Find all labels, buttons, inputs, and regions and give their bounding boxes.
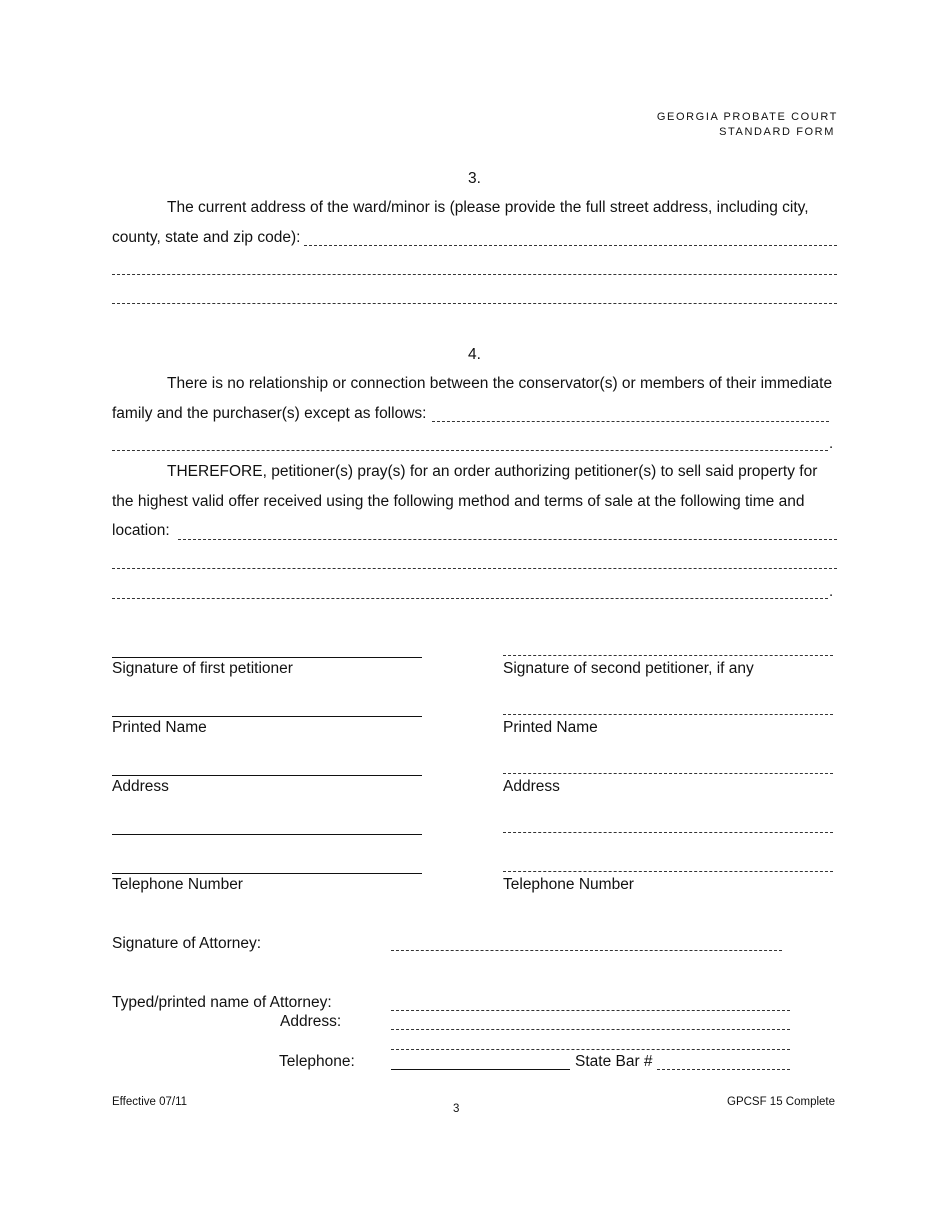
first-printed-name-line[interactable] <box>112 716 422 717</box>
form-id: GPCSF 15 Complete <box>727 1096 836 1108</box>
court-name: GEORGIA PROBATE COURT <box>656 111 838 123</box>
second-address-label: Address <box>503 778 560 795</box>
section-3-number: 3. <box>468 170 481 187</box>
second-petitioner-signature-line[interactable] <box>503 655 833 656</box>
attorney-telephone-label: Telephone: <box>279 1053 355 1070</box>
section-4-text-line1: There is no relationship or connection between the conservator(s) or members of their immediate <box>167 375 833 392</box>
first-petitioner-signature-label: Signature of first petitioner <box>112 660 293 677</box>
attorney-telephone-line[interactable] <box>391 1069 570 1070</box>
therefore-line2: the highest valid offer received using the following method and terms of sale at the following time and <box>112 493 805 510</box>
first-address-line-1[interactable] <box>112 775 422 776</box>
second-petitioner-signature-label: Signature of second petitioner, if any <box>503 660 754 677</box>
state-bar-label: State Bar # <box>575 1053 653 1070</box>
effective-date: Effective 07/11 <box>112 1096 188 1108</box>
first-telephone-label: Telephone Number <box>112 876 243 893</box>
relationship-field-2[interactable] <box>112 450 828 451</box>
first-address-label: Address <box>112 778 169 795</box>
section-3-text-line1: The current address of the ward/minor is (please provide the full street address, including city, <box>167 199 809 216</box>
attorney-address-line-1[interactable] <box>391 1029 790 1030</box>
attorney-address-line-2[interactable] <box>391 1049 790 1050</box>
therefore-line3: location: <box>112 522 170 539</box>
first-printed-name-label: Printed Name <box>112 719 207 736</box>
ward-address-field-1[interactable] <box>304 245 837 246</box>
second-telephone-line[interactable] <box>503 871 833 872</box>
first-telephone-line[interactable] <box>112 873 422 874</box>
second-printed-name-line[interactable] <box>503 714 833 715</box>
attorney-signature-line[interactable] <box>391 950 782 951</box>
sale-terms-field-2[interactable] <box>112 568 837 569</box>
sale-terms-field-1[interactable] <box>178 539 837 540</box>
section-4-text-line2: family and the purchaser(s) except as follows: <box>112 405 427 422</box>
ward-address-field-3[interactable] <box>112 303 837 304</box>
attorney-name-line[interactable] <box>391 1010 790 1011</box>
attorney-address-label: Address: <box>280 1013 342 1030</box>
therefore-line1: THEREFORE, petitioner(s) pray(s) for an order authorizing petitioner(s) to sell said property for <box>167 463 818 480</box>
second-address-line-2[interactable] <box>503 832 833 833</box>
second-telephone-label: Telephone Number <box>503 876 634 893</box>
first-petitioner-signature-line[interactable] <box>112 657 422 658</box>
section-3-text-line2: county, state and zip code): <box>112 229 301 246</box>
attorney-signature-label: Signature of Attorney: <box>112 935 262 952</box>
attorney-name-label: Typed/printed name of Attorney: <box>112 994 332 1011</box>
second-printed-name-label: Printed Name <box>503 719 598 736</box>
page-number: 3 <box>453 1103 460 1115</box>
section-4-number: 4. <box>468 346 481 363</box>
first-address-line-2[interactable] <box>112 834 422 835</box>
sale-terms-field-3[interactable] <box>112 598 828 599</box>
form-type: STANDARD FORM <box>719 126 835 138</box>
relationship-field-1[interactable] <box>432 421 829 422</box>
relationship-period: . <box>829 435 834 452</box>
state-bar-line[interactable] <box>657 1069 790 1070</box>
second-address-line-1[interactable] <box>503 773 833 774</box>
sale-terms-period: . <box>829 583 834 600</box>
ward-address-field-2[interactable] <box>112 274 837 275</box>
